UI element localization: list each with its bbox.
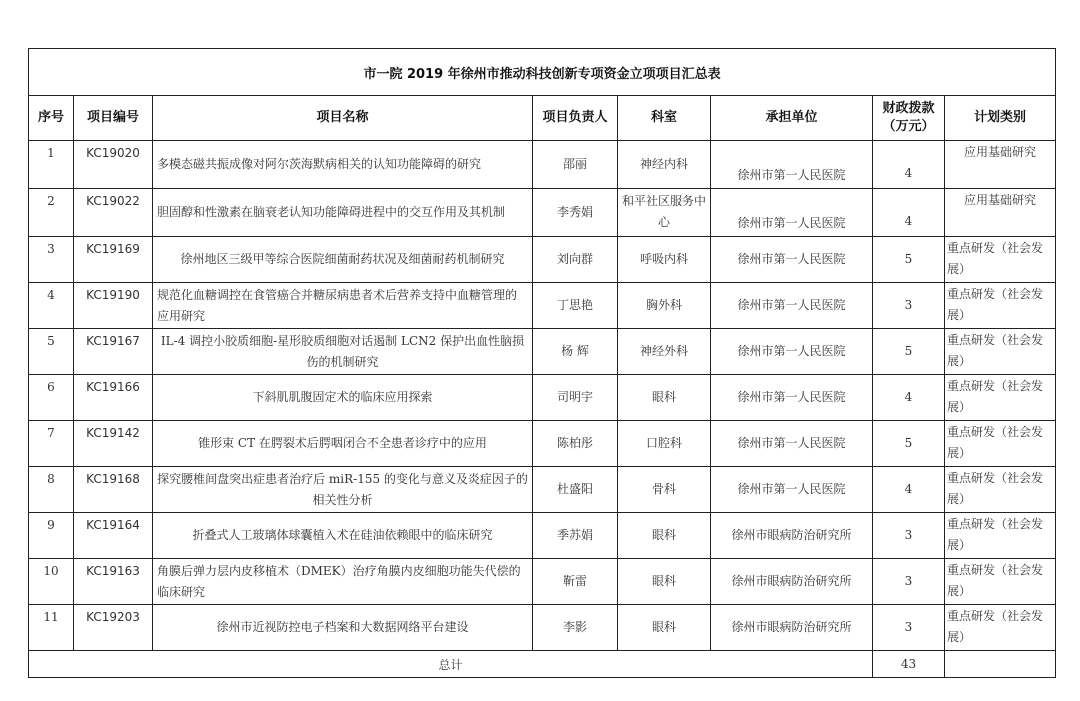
total-row: [29, 651, 1056, 678]
row-project-name: 下斜肌肌腹固定术的临床应用探索: [153, 375, 533, 421]
summary-sheet: [28, 48, 1055, 678]
row-unit: 徐州市第一人民医院: [711, 189, 873, 237]
row-project-lead: 陈柏彤: [533, 421, 618, 467]
row-index: 2: [29, 189, 74, 237]
row-plan-type: 重点研发（社会发展）: [945, 467, 1056, 513]
row-department: 呼吸内科: [618, 237, 711, 283]
row-project-name: 探究腰椎间盘突出症患者治疗后 miR-155 的变化与意义及炎症因子的相关性分析: [153, 467, 533, 513]
row-department: 神经内科: [618, 141, 711, 189]
row-index: 7: [29, 421, 74, 467]
row-project-code: KC19203: [74, 605, 153, 651]
row-index: 10: [29, 559, 74, 605]
table-row: [29, 421, 1056, 467]
row-project-name: 锥形束 CT 在腭裂术后腭咽闭合不全患者诊疗中的应用: [153, 421, 533, 467]
table-row: [29, 189, 1056, 237]
table-row: [29, 375, 1056, 421]
row-unit: 徐州市眼病防治研究所: [711, 559, 873, 605]
row-project-name: IL-4 调控小胶质细胞-星形胶质细胞对话遏制 LCN2 保护出血性脑损伤的机制研究: [153, 329, 533, 375]
row-unit: 徐州市第一人民医院: [711, 467, 873, 513]
row-project-code: KC19020: [74, 141, 153, 189]
table-row: [29, 237, 1056, 283]
row-project-name: 角膜后弹力层内皮移植术（DMEK）治疗角膜内皮细胞功能失代偿的临床研究: [153, 559, 533, 605]
row-index: 3: [29, 237, 74, 283]
row-index: 11: [29, 605, 74, 651]
row-funding: 3: [873, 605, 945, 651]
row-department: 眼科: [618, 605, 711, 651]
table-row: [29, 141, 1056, 189]
row-project-lead: 季苏娟: [533, 513, 618, 559]
row-funding: 4: [873, 467, 945, 513]
row-plan-type: 重点研发（社会发展）: [945, 605, 1056, 651]
header-project-code: 项目编号: [74, 96, 153, 141]
row-project-code: KC19142: [74, 421, 153, 467]
row-funding: 5: [873, 421, 945, 467]
row-department: 骨科: [618, 467, 711, 513]
row-project-lead: 邵丽: [533, 141, 618, 189]
table-row: [29, 283, 1056, 329]
row-index: 6: [29, 375, 74, 421]
row-project-lead: 刘向群: [533, 237, 618, 283]
table-row: [29, 329, 1056, 375]
row-department: 眼科: [618, 375, 711, 421]
header-funding-line1: 财政拨款: [882, 101, 935, 116]
row-project-lead: 司明宇: [533, 375, 618, 421]
row-unit: 徐州市眼病防治研究所: [711, 513, 873, 559]
row-plan-type: 重点研发（社会发展）: [945, 329, 1056, 375]
row-funding: 3: [873, 559, 945, 605]
total-amount: 43: [873, 651, 945, 678]
row-plan-type: 重点研发（社会发展）: [945, 283, 1056, 329]
row-index: 9: [29, 513, 74, 559]
row-plan-type: 重点研发（社会发展）: [945, 375, 1056, 421]
row-index: 8: [29, 467, 74, 513]
row-project-name: 徐州地区三级甲等综合医院细菌耐药状况及细菌耐药机制研究: [153, 237, 533, 283]
table-row: [29, 513, 1056, 559]
row-index: 5: [29, 329, 74, 375]
row-unit: 徐州市第一人民医院: [711, 375, 873, 421]
header-department: 科室: [618, 96, 711, 141]
row-project-name: 徐州市近视防控电子档案和大数据网络平台建设: [153, 605, 533, 651]
row-project-name: 多模态磁共振成像对阿尔茨海默病相关的认知功能障碍的研究: [153, 141, 533, 189]
row-index: 1: [29, 141, 74, 189]
row-project-lead: 李影: [533, 605, 618, 651]
project-summary-table: [28, 48, 1056, 678]
row-funding: 3: [873, 283, 945, 329]
row-project-code: KC19168: [74, 467, 153, 513]
row-plan-type: 重点研发（社会发展）: [945, 421, 1056, 467]
row-department: 神经外科: [618, 329, 711, 375]
header-funding-line2: （万元）: [882, 119, 935, 134]
row-project-name: 胆固醇和性激素在脑衰老认知功能障碍进程中的交互作用及其机制: [153, 189, 533, 237]
row-project-name: 折叠式人工玻璃体球囊植入术在硅油依赖眼中的临床研究: [153, 513, 533, 559]
table-title: 市一院 2019 年徐州市推动科技创新专项资金立项项目汇总表: [29, 49, 1056, 96]
row-plan-type: 重点研发（社会发展）: [945, 513, 1056, 559]
row-project-code: KC19163: [74, 559, 153, 605]
row-department: 胸外科: [618, 283, 711, 329]
row-project-name: 规范化血糖调控在食管癌合并糖尿病患者术后营养支持中血糖管理的应用研究: [153, 283, 533, 329]
header-funding: [873, 96, 945, 141]
header-project-name: 项目名称: [153, 96, 533, 141]
row-project-code: KC19164: [74, 513, 153, 559]
row-project-code: KC19022: [74, 189, 153, 237]
row-project-code: KC19167: [74, 329, 153, 375]
row-department: 眼科: [618, 559, 711, 605]
total-label: 总计: [29, 651, 873, 678]
row-project-lead: 杜盛阳: [533, 467, 618, 513]
row-index: 4: [29, 283, 74, 329]
header-index: 序号: [29, 96, 74, 141]
row-plan-type: 重点研发（社会发展）: [945, 559, 1056, 605]
row-department: 口腔科: [618, 421, 711, 467]
row-plan-type: 重点研发（社会发展）: [945, 237, 1056, 283]
row-unit: 徐州市第一人民医院: [711, 237, 873, 283]
table-row: [29, 559, 1056, 605]
table-row: [29, 605, 1056, 651]
row-funding: 4: [873, 189, 945, 237]
row-plan-type: 应用基础研究: [945, 189, 1056, 237]
row-unit: 徐州市第一人民医院: [711, 141, 873, 189]
row-unit: 徐州市第一人民医院: [711, 329, 873, 375]
total-blank-cell: [945, 651, 1056, 678]
header-plan-type: 计划类别: [945, 96, 1056, 141]
row-funding: 4: [873, 141, 945, 189]
table-row: [29, 467, 1056, 513]
row-unit: 徐州市第一人民医院: [711, 283, 873, 329]
row-funding: 3: [873, 513, 945, 559]
header-unit: 承担单位: [711, 96, 873, 141]
row-funding: 5: [873, 237, 945, 283]
row-department: 眼科: [618, 513, 711, 559]
header-project-lead: 项目负责人: [533, 96, 618, 141]
row-plan-type: 应用基础研究: [945, 141, 1056, 189]
row-unit: 徐州市眼病防治研究所: [711, 605, 873, 651]
row-unit: 徐州市第一人民医院: [711, 421, 873, 467]
row-project-lead: 李秀娟: [533, 189, 618, 237]
row-project-lead: 杨 辉: [533, 329, 618, 375]
row-project-lead: 靳雷: [533, 559, 618, 605]
row-project-code: KC19169: [74, 237, 153, 283]
row-project-code: KC19190: [74, 283, 153, 329]
row-project-code: KC19166: [74, 375, 153, 421]
row-funding: 5: [873, 329, 945, 375]
row-department: 和平社区服务中心: [618, 189, 711, 237]
row-funding: 4: [873, 375, 945, 421]
row-project-lead: 丁思艳: [533, 283, 618, 329]
